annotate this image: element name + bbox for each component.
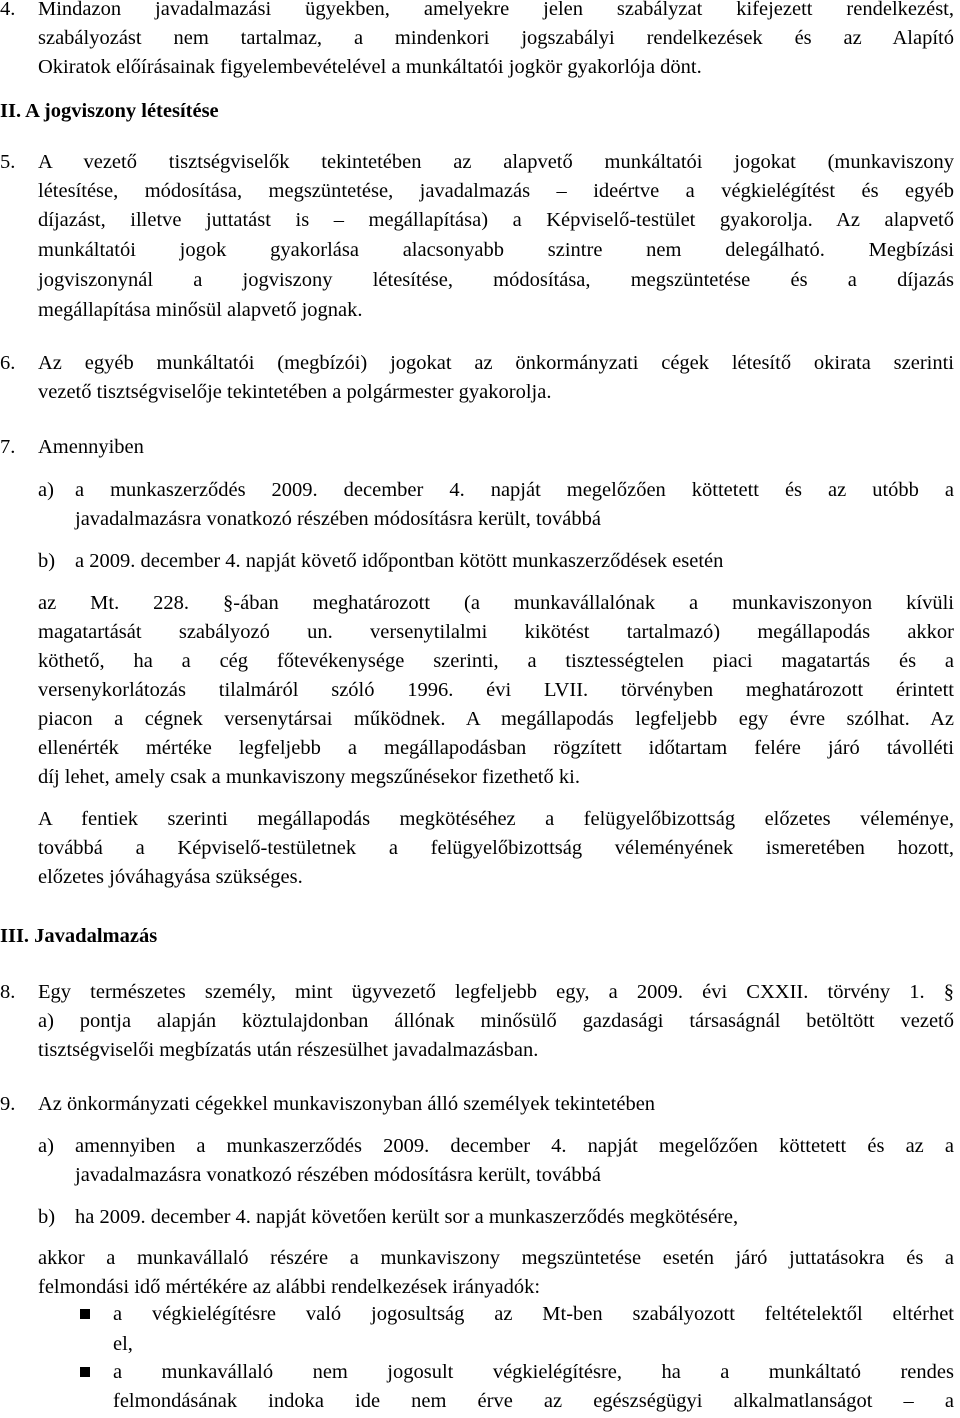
paragraph-5-line-6: megállapítása minősül alapvető jognak.	[38, 299, 363, 321]
paragraph-7-body-line-2: magatartását szabályozó un. versenytilalmi kikötést tartalmazó) megállapodás akkor	[38, 621, 954, 643]
paragraph-7-approval-line-2: továbbá a Képviselő-testületnek a felügyelőbizottság véleményének ismeretében hozott,	[38, 837, 954, 859]
paragraph-7-item-a-line-1: a munkaszerződés 2009. december 4. napját megelőzően köttetett és az utóbb a	[75, 479, 954, 501]
bullet-square-icon	[80, 1367, 90, 1377]
paragraph-9-item-b-label: b)	[38, 1206, 56, 1228]
paragraph-5-number: 5.	[0, 151, 16, 173]
paragraph-9-item-a-line-1: amennyiben a munkaszerződés 2009. december 4. napját megelőzően köttetett és az a	[75, 1135, 954, 1157]
paragraph-7-item-a-label: a)	[38, 479, 54, 501]
paragraph-7-item-b-label: b)	[38, 550, 56, 572]
paragraph-7-body-line-1: az Mt. 228. §-ában meghatározott (a munkavállalónak a munkaviszonyon kívüli	[38, 592, 954, 614]
paragraph-9-item-a-label: a)	[38, 1135, 54, 1157]
paragraph-9-item-a-line-2: javadalmazásra vonatkozó részében módosításra került, továbbá	[75, 1164, 601, 1186]
paragraph-7-item-b-line-1: a 2009. december 4. napját követő időpontban kötött munkaszerződések esetén	[75, 550, 724, 572]
bullet-2-line-1: a munkavállaló nem jogosult végkielégítésre, ha a munkáltató rendes	[113, 1361, 954, 1383]
paragraph-8-number: 8.	[0, 981, 16, 1003]
paragraph-5-line-1: A vezető tisztségviselők tekintetében az alapvető munkáltatói jogokat (munkaviszony	[38, 151, 954, 173]
bullet-1-line-1: a végkielégítésre való jogosultság az Mt-ben szabályozott feltételektől eltérhet	[113, 1303, 954, 1325]
section-3-heading: III. Javadalmazás	[0, 925, 158, 947]
paragraph-7-item-a-line-2: javadalmazásra vonatkozó részében módosításra került, továbbá	[75, 508, 601, 530]
paragraph-7-number: 7.	[0, 436, 16, 458]
paragraph-7-body-line-5: piacon a cégnek versenytársai működnek. A megállapodás legfeljebb egy évre szólhat. Az	[38, 708, 954, 730]
paragraph-4-line-2: szabályozást nem tartalmaz, a mindenkori jogszabályi rendelkezések és az Alapító	[38, 27, 954, 49]
paragraph-8-line-3: tisztségviselői megbízatás után részesülhet javadalmazásban.	[38, 1039, 539, 1061]
paragraph-8-line-2: a) pontja alapján köztulajdonban állónak minősülő gazdasági társaságnál betöltött vezető	[38, 1010, 954, 1032]
paragraph-4-number: 4.	[0, 0, 16, 20]
paragraph-9-intro: Az önkormányzati cégekkel munkaviszonyban álló személyek tekintetében	[38, 1093, 656, 1115]
paragraph-6-line-1: Az egyéb munkáltatói (megbízói) jogokat az önkormányzati cégek létesítő okirata szerinti	[38, 352, 954, 374]
paragraph-7-body-line-3: köthető, ha a cég főtevékenysége szerinti, a tisztességtelen piaci magatartás és a	[38, 650, 954, 672]
paragraph-5-line-2: létesítése, módosítása, megszüntetése, javadalmazás – ideértve a végkielégítést és egyéb	[38, 180, 954, 202]
paragraph-6-line-2: vezető tisztségviselője tekintetében a polgármester gyakorolja.	[38, 381, 552, 403]
bullet-square-icon	[80, 1309, 90, 1319]
paragraph-5-line-4: munkáltatói jogok gyakorlása alacsonyabb szintre nem delegálható. Megbízási	[38, 239, 954, 261]
paragraph-5-line-5: jogviszonynál a jogviszony létesítése, módosítása, megszüntetése és a díjazás	[38, 269, 954, 291]
paragraph-7-approval-line-3: előzetes jóváhagyása szükséges.	[38, 866, 303, 888]
paragraph-9-number: 9.	[0, 1093, 16, 1115]
paragraph-7-approval-line-1: A fentiek szerinti megállapodás megkötéséhez a felügyelőbizottság előzetes véleménye,	[38, 808, 954, 830]
paragraph-7-body-line-6: ellenérték mértéke legfeljebb a megállapodásban rögzített időtartam felére járó távolléti	[38, 737, 954, 759]
paragraph-6-number: 6.	[0, 352, 16, 374]
paragraph-7-body-line-7: díj lehet, amely csak a munkaviszony megszűnésekor fizethető ki.	[38, 766, 580, 788]
section-2-heading: II. A jogviszony létesítése	[0, 100, 219, 122]
paragraph-8-line-1: Egy természetes személy, mint ügyvezető legfeljebb egy, a 2009. évi CXXII. törvény 1. §	[38, 981, 954, 1003]
bullet-1-line-2: el,	[113, 1333, 133, 1355]
paragraph-7-body-line-4: versenykorlátozás tilalmáról szóló 1996. évi LVII. törvényben meghatározott érintett	[38, 679, 954, 701]
paragraph-5-line-3: díjazást, illetve juttatást is – megállapítása) a Képviselő-testület gyakorolja. Az alapvető	[38, 209, 954, 231]
paragraph-4-line-1: Mindazon javadalmazási ügyekben, amelyekre jelen szabályzat kifejezett rendelkezést,	[38, 0, 954, 20]
paragraph-4-line-3: Okiratok előírásainak figyelembevételével a munkáltatói jogkör gyakorlója dönt.	[38, 56, 702, 78]
paragraph-9-body-line-2: felmondási idő mértékére az alábbi rendelkezések irányadók:	[38, 1276, 541, 1298]
paragraph-9-item-b-line-1: ha 2009. december 4. napját követően került sor a munkaszerződés megkötésére,	[75, 1206, 739, 1228]
bullet-2-line-2: felmondásának indoka ide nem érve az egészségügyi alkalmatlanságot – a	[113, 1390, 954, 1412]
paragraph-7-intro: Amennyiben	[38, 436, 144, 458]
paragraph-9-body-line-1: akkor a munkavállaló részére a munkaviszony megszüntetése esetén járó juttatásokra és a	[38, 1247, 954, 1269]
